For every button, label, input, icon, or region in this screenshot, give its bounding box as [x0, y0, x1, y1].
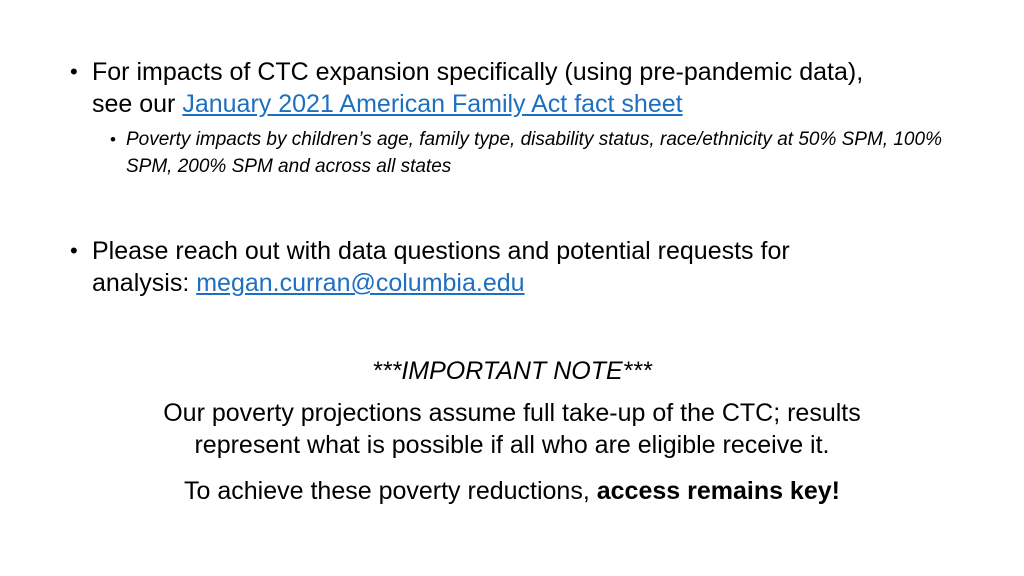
sub-bullet-poverty-impacts-text: Poverty impacts by children’s age, family type, disability status, race/ethnicity at 50% SPM, 100% SPM, 200% SPM and across all states — [126, 129, 942, 177]
important-note-body-line1: Our poverty projections assume full take-up of the CTC; results — [163, 399, 861, 427]
bullet-ctc-impacts-prefix: see our — [92, 90, 183, 118]
bullet-contact — [70, 235, 970, 299]
bullet-contact-line1: Please reach out with data questions and potential requests for — [92, 237, 790, 265]
bullet-icon: • — [70, 59, 78, 84]
important-note — [0, 355, 1024, 507]
bullet-contact-prefix: analysis: — [92, 269, 197, 297]
sub-bullet-poverty-impacts — [110, 126, 970, 180]
email-link[interactable]: megan.curran@columbia.edu — [196, 269, 525, 297]
bullet-contact-text — [70, 235, 970, 299]
important-note-final-bold: access remains key! — [596, 477, 840, 505]
bullet-ctc-impacts-text — [70, 56, 970, 120]
important-note-final-prefix: To achieve these poverty reductions, — [184, 477, 597, 505]
important-note-body — [0, 397, 1024, 461]
important-note-final — [0, 475, 1024, 507]
fact-sheet-link[interactable]: January 2021 American Family Act fact sheet — [182, 90, 683, 118]
sub-bullet-icon: • — [110, 130, 116, 149]
bullet-icon: • — [70, 238, 78, 263]
important-note-body-line2: represent what is possible if all who are eligible receive it. — [194, 431, 830, 459]
important-note-heading: ***IMPORTANT NOTE*** — [372, 357, 652, 385]
bullet-ctc-impacts — [70, 56, 970, 180]
bullet-ctc-impacts-line1: For impacts of CTC expansion specifically (using pre-pandemic data), — [92, 58, 864, 86]
